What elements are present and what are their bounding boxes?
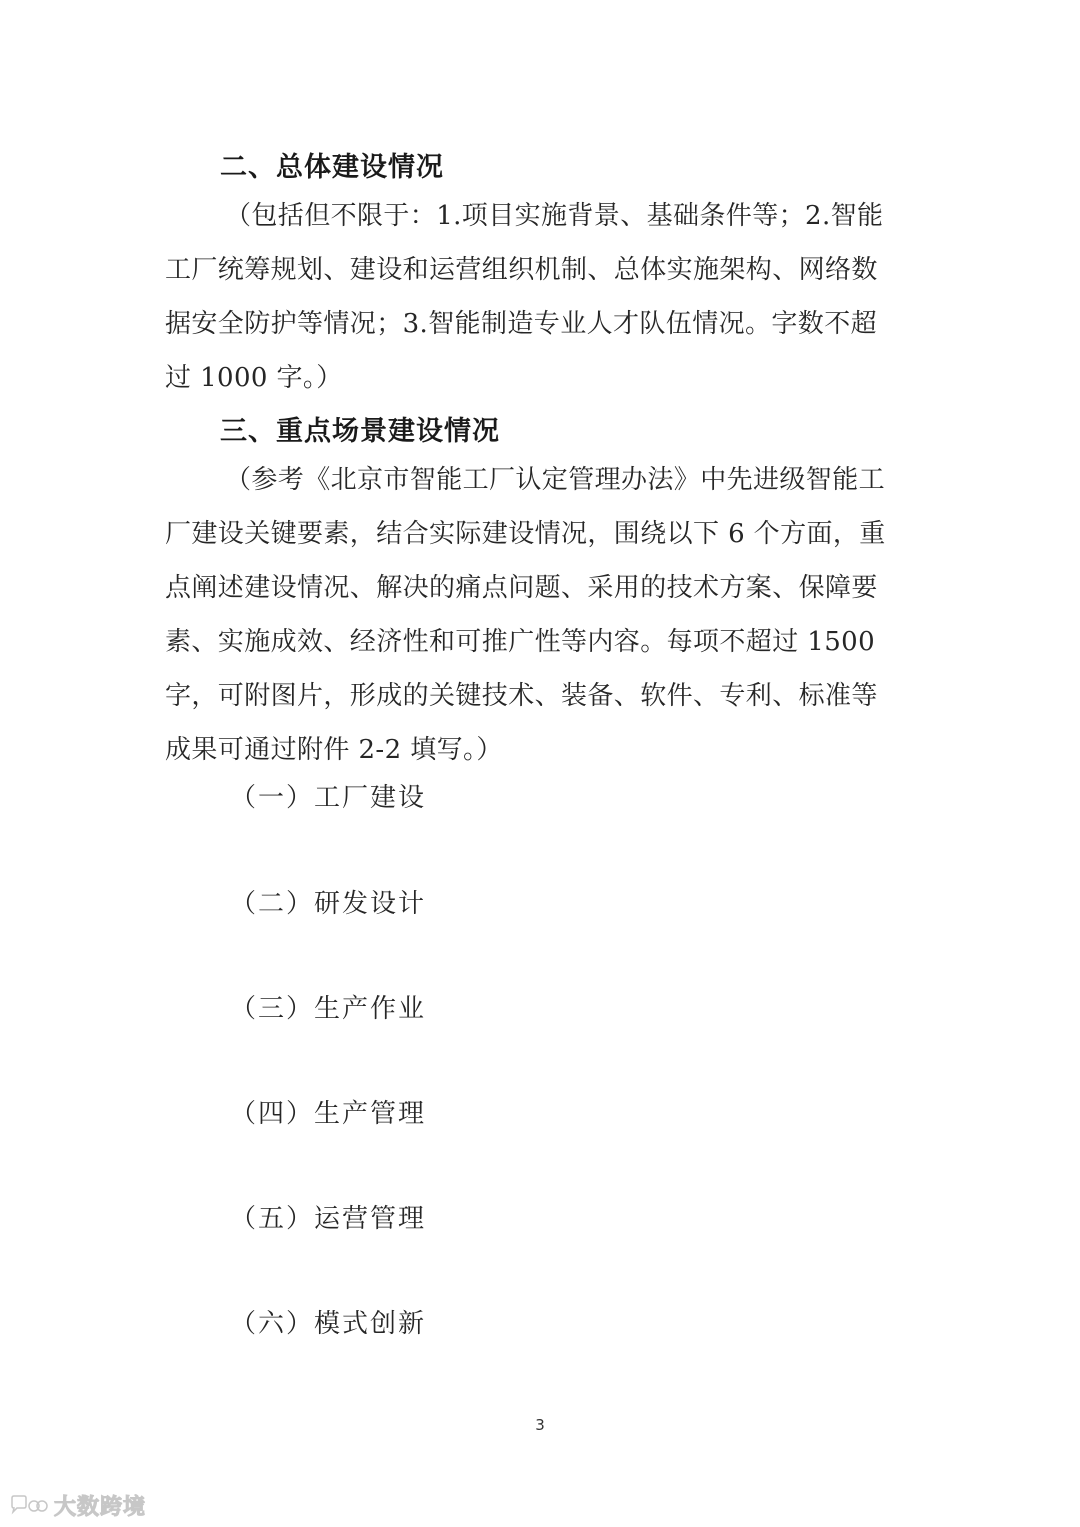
subsection-production-operations: （三）生产作业: [230, 994, 427, 1024]
paragraph-line: （包括但不限于：1.项目实施背景、基础条件等；2.智能: [225, 201, 884, 231]
section-3-heading: 三、重点场景建设情况: [220, 416, 500, 447]
subsection-operations-management: （五）运营管理: [230, 1204, 427, 1234]
paragraph-line: （参考《北京市智能工厂认定管理办法》中先进级智能工: [225, 465, 886, 495]
subsection-production-management: （四）生产管理: [230, 1099, 427, 1129]
paragraph-line: 据安全防护等情况；3.智能制造专业人才队伍情况。字数不超: [165, 309, 878, 339]
subsection-factory-construction: （一）工厂建设: [230, 783, 427, 813]
paragraph-line: 过 1000 字。）: [165, 363, 343, 393]
section-2-heading: 二、总体建设情况: [220, 152, 444, 183]
page-number: 3: [535, 1416, 545, 1434]
subsection-model-innovation: （六）模式创新: [230, 1309, 427, 1339]
paragraph-line: 字，可附图片，形成的关键技术、装备、软件、专利、标准等: [165, 681, 878, 711]
paragraph-line: 点阐述建设情况、解决的痛点问题、采用的技术方案、保障要: [165, 573, 878, 603]
section-3-paragraph: [165, 453, 917, 777]
chat-bubble-logo-icon: [8, 1494, 48, 1518]
paragraph-line: 素、实施成效、经济性和可推广性等内容。每项不超过 1500: [165, 627, 876, 657]
subsection-rd-design: （二）研发设计: [230, 889, 427, 919]
section-2-paragraph: [165, 189, 917, 405]
watermark: [8, 1490, 146, 1521]
watermark-text: 大数跨境: [54, 1495, 147, 1520]
paragraph-line: 工厂统筹规划、建设和运营组织机制、总体实施架构、网络数: [165, 255, 878, 285]
paragraph-line: 厂建设关键要素，结合实际建设情况，围绕以下 6 个方面，重: [165, 519, 886, 549]
paragraph-line: 成果可通过附件 2-2 填写。）: [165, 735, 503, 765]
